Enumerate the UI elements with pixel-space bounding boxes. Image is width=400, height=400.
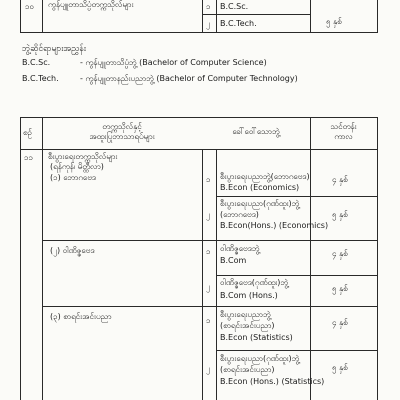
top-row-idx-1: ၁: [206, 2, 211, 11]
top-row-number: ၁၀: [25, 2, 34, 11]
degree-idx: ၁: [206, 175, 211, 184]
top-row-duration-2: ၅ နှစ်: [326, 17, 342, 26]
degree-table: [20, 117, 378, 400]
degree-idx: ၂: [206, 210, 210, 219]
subject-economics: (၁) ဘောဂဗေဒ: [50, 173, 96, 182]
degree-name-en: B.Com: [220, 256, 247, 265]
degree-duration: ၅ နှစ်: [332, 363, 348, 372]
abbrev-code-2: B.C.Tech.: [22, 74, 59, 83]
degree-duration: ၅ နှစ်: [332, 210, 348, 219]
top-row-title: ကွန်ပျူတာသိပ္ပံတက္ကသိုလ်များ: [48, 0, 134, 9]
university-name: စီးပွားရေးတက္ကသိုလ်များ: [48, 152, 118, 161]
degree-name-mm-sub: (ဘောဂဗေဒ): [220, 210, 259, 219]
degree-name-en: B.Econ (Statistics): [220, 333, 293, 342]
top-row-degree-1: B.C.Sc.: [220, 2, 249, 11]
degree-idx: ၂: [206, 282, 210, 291]
degree-name-mm-sub: (စာရင်းအင်းပညာ): [220, 365, 275, 374]
degree-idx: ၁: [206, 316, 211, 325]
degree-name-mm: စီးပွားရေးပညာ(ဂုဏ်ထူး)ဘွဲ့: [220, 199, 300, 208]
abbrev-code-1: B.C.Sc.: [22, 58, 51, 67]
degree-duration: ၄ နှစ်: [332, 175, 348, 184]
abbrev-desc-1: - ကွန်ပျူတာသိပ္ပံဘွဲ့ (Bachelor of Computer Science): [80, 58, 267, 67]
abbrev-title: ဘွဲ့ဆိုင်ရာများအညွှန်း: [22, 44, 86, 54]
row-number: ၁၁: [24, 153, 33, 162]
abbrev-desc-2: - ကွန်ပျူတာနည်းပညာဘွဲ့ (Bachelor of Computer Technology): [80, 74, 298, 83]
degree-name-mm: ဝါဏိဇ္ဇဗေဒ(ဂုဏ်ထူး)ဘွဲ့: [220, 278, 289, 287]
degree-idx: ၂: [206, 364, 210, 373]
degree-duration: ၄ နှစ်: [332, 249, 348, 258]
degree-duration: ၅ နှစ်: [332, 284, 348, 293]
header-duration-line1: သင်တန်း: [330, 122, 357, 131]
header-duration-line2: ကာလ: [334, 132, 353, 141]
university-campuses: (ရန်ကုန်၊ မိတ္ထီလာ): [50, 162, 104, 171]
header-university-line1: တက္ကသိုလ်နှင့်: [102, 122, 142, 131]
top-table: [20, 0, 378, 33]
subject-statistics: (၃) စာရင်းအင်းပညာ: [50, 312, 112, 321]
degree-name-mm-sub: (စာရင်းအင်းပညာ): [220, 321, 275, 330]
header-no: စဉ်: [23, 128, 32, 137]
degree-name-en: B.Econ (Economics): [220, 183, 300, 192]
subject-commerce: (၂) ဝါဏိဇ္ဇဗေဒ: [50, 246, 95, 255]
degree-name-mm: စီးပွားရေးပညာ(ဂုဏ်ထူး)ဘွဲ့: [220, 354, 300, 363]
degree-name-en: B.Com (Hons.): [220, 291, 278, 300]
degree-duration: ၄ နှစ်: [332, 318, 348, 327]
top-row-degree-2: B.C.Tech.: [220, 19, 257, 28]
header-degree: ခေါ်ဝေါ်သောဘွဲ့: [232, 127, 280, 136]
degree-name-mm: ဝါဏိဇ္ဇဗေဒဘွဲ့: [220, 244, 260, 253]
degree-idx: ၁: [206, 247, 211, 256]
degree-name-mm: စီးပွားရေးပညာဘွဲ့(ဘောဂဗေဒ): [220, 172, 310, 181]
header-university-line2: အထူးပြုဘာသာရပ်များ: [89, 132, 155, 141]
degree-name-mm: စီးပွားရေးပညာဘွဲ့: [220, 310, 271, 319]
degree-name-en: B.Econ (Hons.) (Statistics): [220, 377, 325, 386]
top-row-idx-2: ၂: [206, 19, 210, 28]
degree-name-en: B.Econ(Hons.) (Economics): [220, 221, 329, 230]
